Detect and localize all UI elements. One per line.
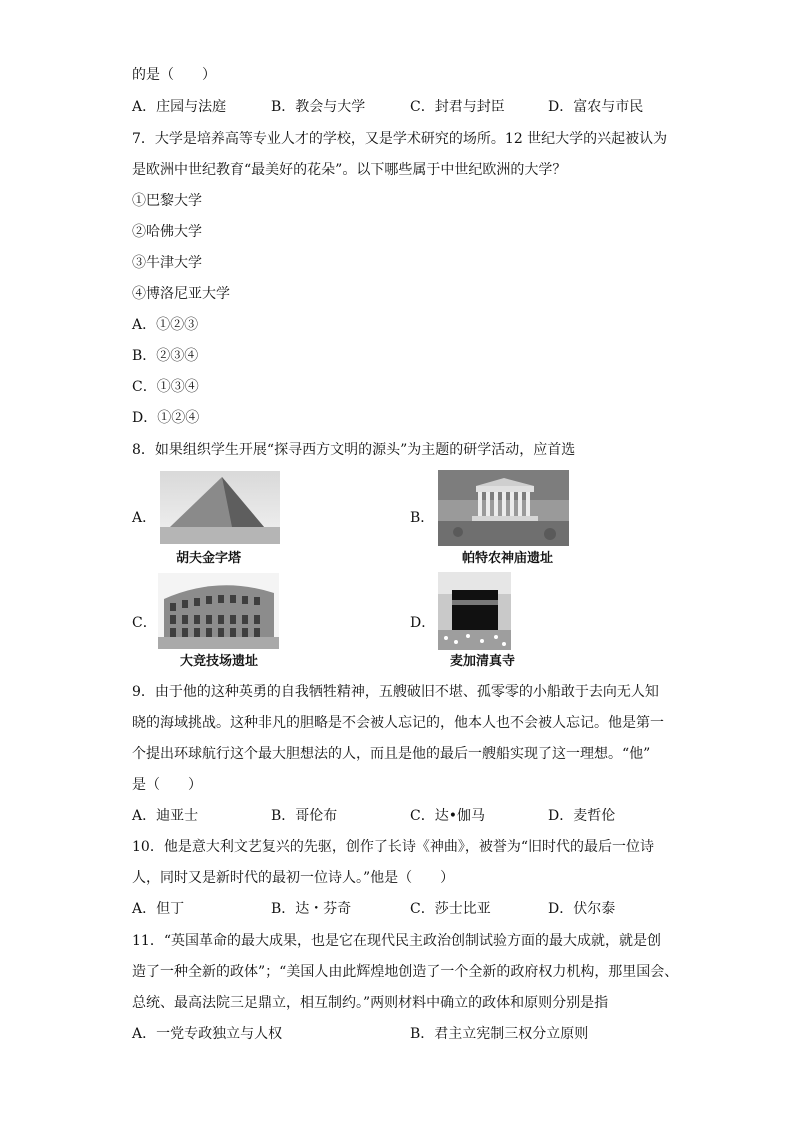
- q10-options: [132, 900, 692, 918]
- q7-option-d[interactable]: D．①②④: [132, 410, 200, 426]
- q7-option-c[interactable]: C．①③④: [132, 379, 199, 395]
- q9-stem-line2: 晓的海域挑战。这种非凡的胆略是不会被人忘记的，他本人也不会被人忘记。他是第一: [132, 715, 664, 731]
- q6-stem-tail: 的是（ ）: [132, 67, 216, 83]
- q7-stem-line1: 7．大学是培养高等专业人才的学校，又是学术研究的场所。12 世纪大学的兴起被认为: [132, 131, 668, 147]
- q7-item-2: ②哈佛大学: [132, 224, 202, 240]
- q10-option-b[interactable]: B．达・芬奇: [271, 901, 352, 917]
- q10-option-c[interactable]: C．莎士比亚: [410, 901, 491, 917]
- q9-option-b[interactable]: B．哥伦布: [271, 808, 338, 824]
- q8-caption-c: 大竞技场遗址: [180, 654, 259, 669]
- q7-option-b[interactable]: B．②③④: [132, 348, 199, 364]
- kaaba-photo[interactable]: [438, 572, 511, 650]
- q7-stem-line2: 是欧洲中世纪教育“最美好的花朵”。以下哪些属于中世纪欧洲的大学？: [132, 162, 567, 178]
- q11-option-b[interactable]: B．君主立宪制三权分立原则: [410, 1026, 589, 1042]
- q8-caption-b: 帕特农神庙遗址: [462, 551, 554, 566]
- q8-option-b-label[interactable]: B．: [410, 510, 435, 526]
- q9-options: [132, 807, 692, 825]
- q11-stem-line2: 造了一种全新的政体”；“美国人由此辉煌地创造了一个全新的政府权力机构，那里国会、: [132, 964, 679, 980]
- q6-options: [132, 98, 692, 116]
- q9-option-a[interactable]: A．迪亚士: [132, 808, 199, 824]
- q8-option-d-label[interactable]: D．: [410, 615, 436, 631]
- q11-stem-line3: 总统、最高法院三足鼎立，相互制约。”两则材料中确立的政体和原则分别是指: [132, 995, 609, 1011]
- q6-option-c[interactable]: C．封君与封臣: [410, 99, 505, 115]
- q10-stem-line1: 10．他是意大利文艺复兴的先驱，创作了长诗《神曲》，被誉为“旧时代的最后一位诗: [132, 839, 654, 855]
- q7-item-3: ③牛津大学: [132, 255, 202, 271]
- q9-stem-line1: 9．由于他的这种英勇的自我牺牲精神，五艘破旧不堪、孤零零的小船敢于去向无人知: [132, 684, 659, 700]
- q7-item-1: ①巴黎大学: [132, 193, 202, 209]
- q9-option-d[interactable]: D．麦哲伦: [548, 808, 616, 824]
- q8-caption-a: 胡夫金字塔: [176, 551, 242, 566]
- q8-option-a-label[interactable]: A．: [132, 510, 157, 526]
- q8-caption-d: 麦加清真寺: [450, 654, 516, 669]
- q10-stem-line2: 人，同时又是新时代的最初一位诗人。”他是（ ）: [132, 870, 455, 886]
- q10-option-a[interactable]: A．但丁: [132, 901, 185, 917]
- q8-option-c-label[interactable]: C．: [132, 615, 157, 631]
- q9-stem-line4: 是（ ）: [132, 777, 202, 793]
- q9-stem-line3: 个提出环球航行这个最大胆想法的人，而且是他的最后一艘船实现了这一理想。“他”: [132, 746, 651, 762]
- q6-option-d[interactable]: D．富农与市民: [548, 99, 644, 115]
- q6-option-a[interactable]: A．庄园与法庭: [132, 99, 227, 115]
- parthenon-photo[interactable]: [438, 470, 569, 546]
- q11-stem-line1: 11．“英国革命的最大成果，也是它在现代民主政治创制试验方面的最大成就，就是创: [132, 933, 661, 949]
- q11-options: [132, 1025, 692, 1043]
- q11-option-a[interactable]: A．一党专政独立与人权: [132, 1026, 283, 1042]
- q7-item-4: ④博洛尼亚大学: [132, 286, 230, 302]
- q7-option-a[interactable]: A．①②③: [132, 317, 199, 333]
- q8-stem: 8．如果组织学生开展“探寻西方文明的源头”为主题的研学活动，应首选: [132, 442, 576, 458]
- q6-option-b[interactable]: B．教会与大学: [271, 99, 366, 115]
- q10-option-d[interactable]: D．伏尔泰: [548, 901, 616, 917]
- q9-option-c[interactable]: C．达•伽马: [410, 808, 485, 824]
- colosseum-photo[interactable]: [158, 573, 279, 649]
- pyramid-photo[interactable]: [160, 471, 280, 544]
